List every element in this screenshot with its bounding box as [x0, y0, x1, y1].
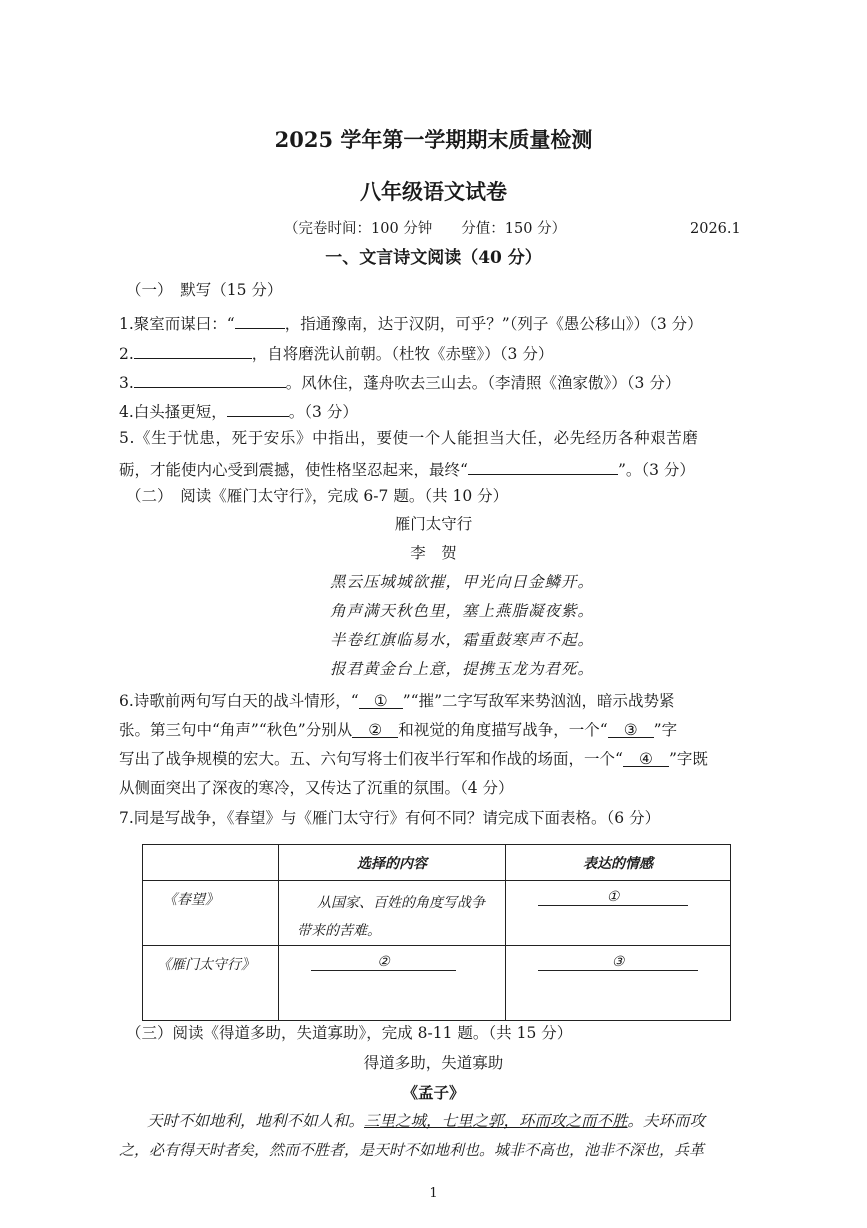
q6-text-2c: ”字 — [653, 721, 678, 739]
table-row — [143, 881, 731, 946]
q6-text-1a: 6.诗歌前两句写白天的战斗情形，“ — [119, 692, 359, 710]
q1-text-a: 1.聚室而谋曰：“ — [119, 315, 235, 333]
question-6-line4: 从侧面突出了深夜的寒冷，又传达了沉重的氛围。（4 分） — [119, 779, 514, 797]
row2-content-cell — [279, 946, 506, 1021]
table-header-row — [143, 845, 731, 881]
part3-heading: （三）阅读《得道多助，失道寡助》，完成 8-11 题。（共 15 分） — [126, 1024, 573, 1042]
q3-blank[interactable] — [134, 370, 286, 388]
exam-title: 2025 学年第一学期期末质量检测 — [274, 127, 593, 152]
q5-text-b: ”。（3 分） — [617, 461, 695, 479]
passage-1a: 天时不如地利，地利不如人和。 — [147, 1112, 365, 1130]
comparison-table — [142, 844, 731, 1021]
question-7: 7.同是写战争，《春望》与《雁门太守行》有何不同？请完成下面表格。（6 分） — [119, 809, 661, 827]
q3-text-a: 3. — [119, 374, 134, 392]
exam-subtitle: 八年级语文试卷 — [360, 179, 507, 204]
question-6-line2 — [119, 720, 677, 740]
text-source: 《孟子》 — [402, 1083, 465, 1102]
row2-label: 《雁门太守行》 — [143, 946, 279, 1021]
poem-title: 雁门太守行 — [394, 515, 473, 533]
poem-line-1: 黑云压城城欲摧，甲光向日金鳞开。 — [330, 573, 595, 591]
passage-line-2: 之，必有得天时者矣，然而不胜者，是天时不如地利也。城非不高也，池非不深也，兵革 — [119, 1141, 705, 1159]
text-title: 得道多助，失道寡助 — [363, 1054, 504, 1072]
part2-heading: （二） 阅读《雁门太守行》，完成 6-7 题。（共 10 分） — [126, 487, 509, 505]
question-4 — [119, 399, 358, 422]
q2-blank[interactable] — [134, 341, 252, 359]
exam-date: 2026.1 — [690, 221, 741, 237]
section-heading: 一、文言诗文阅读（40 分） — [325, 248, 542, 268]
question-5-line1: 5.《生于忧患，死于安乐》中指出，要使一个人能担当大任，必先经历各种艰苦磨 — [119, 429, 699, 447]
q6-text-3b: ”字既 — [668, 750, 708, 768]
row2-content-blank[interactable]: ② — [311, 954, 456, 971]
page-number: 1 — [429, 1186, 438, 1201]
part1-heading: （一） 默写（15 分） — [126, 281, 283, 299]
exam-meta: （完卷时间：100 分钟 分值：150 分） — [284, 221, 567, 237]
poem-line-4: 报君黄金台上意，提携玉龙为君死。 — [330, 660, 595, 678]
row2-emotion-blank[interactable]: ③ — [538, 954, 698, 971]
q6-text-1b: ”“摧”二字写敌军来势汹汹，暗示战势紧 — [402, 692, 675, 710]
table-row — [143, 946, 731, 1021]
row2-emotion-cell — [506, 946, 731, 1021]
question-1 — [119, 311, 703, 334]
q2-text-a: 2. — [119, 345, 134, 363]
q6-blank-2[interactable]: ② — [352, 720, 398, 738]
poem-line-2: 角声满天秋色里，塞上燕脂凝夜紫。 — [330, 602, 595, 620]
passage-1b: 。夫环而攻 — [627, 1112, 706, 1130]
passage-line-1 — [147, 1111, 705, 1131]
poem-line-3: 半卷红旗临易水，霜重鼓寒声不起。 — [330, 631, 595, 649]
table-header-content: 选择的内容 — [279, 845, 506, 881]
question-2 — [119, 341, 553, 364]
q3-text-b: 。风休住，蓬舟吹去三山去。（李清照《渔家傲》）（3 分） — [285, 374, 681, 392]
q5-text-a: 砺，才能使内心受到震撼，使性格坚忍起来，最终“ — [119, 461, 468, 479]
q5-blank[interactable] — [468, 457, 618, 475]
q4-blank[interactable] — [227, 399, 289, 417]
table-header-cell — [143, 845, 279, 881]
q4-text-b: 。（3 分） — [288, 403, 358, 421]
question-6-line1 — [119, 691, 675, 711]
poem-author: 李 贺 — [410, 544, 457, 562]
question-3 — [119, 370, 680, 393]
q6-blank-3[interactable]: ③ — [608, 720, 654, 738]
q1-blank[interactable] — [235, 311, 285, 329]
q6-blank-1[interactable]: ① — [359, 691, 403, 709]
q6-text-2b: 和视觉的角度描写战争，一个“ — [398, 721, 608, 739]
q6-text-3a: 写出了战争规模的宏大。五、六句写将士们夜半行军和作战的场面，一个“ — [119, 750, 623, 768]
q1-text-b: ，指通豫南，达于汉阴，可乎？”（列子《愚公移山》）（3 分） — [284, 315, 703, 333]
row1-emotion-blank[interactable]: ① — [538, 889, 688, 906]
row1-emotion-cell — [506, 881, 731, 946]
q2-text-b: ，自将磨洗认前朝。（杜牧《赤壁》）（3 分） — [251, 345, 554, 363]
row1-content: 从国家、百姓的角度写战争带来的苦难。 — [279, 881, 506, 946]
question-6-line3 — [119, 749, 708, 769]
row1-label: 《春望》 — [143, 881, 279, 946]
question-5-line2 — [119, 457, 695, 480]
table-header-emotion: 表达的情感 — [506, 845, 731, 881]
q6-blank-4[interactable]: ④ — [623, 749, 669, 767]
q6-text-2a: 张。第三句中“角声”“秋色”分别从 — [119, 721, 353, 739]
q4-text-a: 4.白头搔更短， — [119, 403, 227, 421]
passage-underlined: 三里之城，七里之郭，环而攻之而不胜 — [364, 1112, 628, 1130]
